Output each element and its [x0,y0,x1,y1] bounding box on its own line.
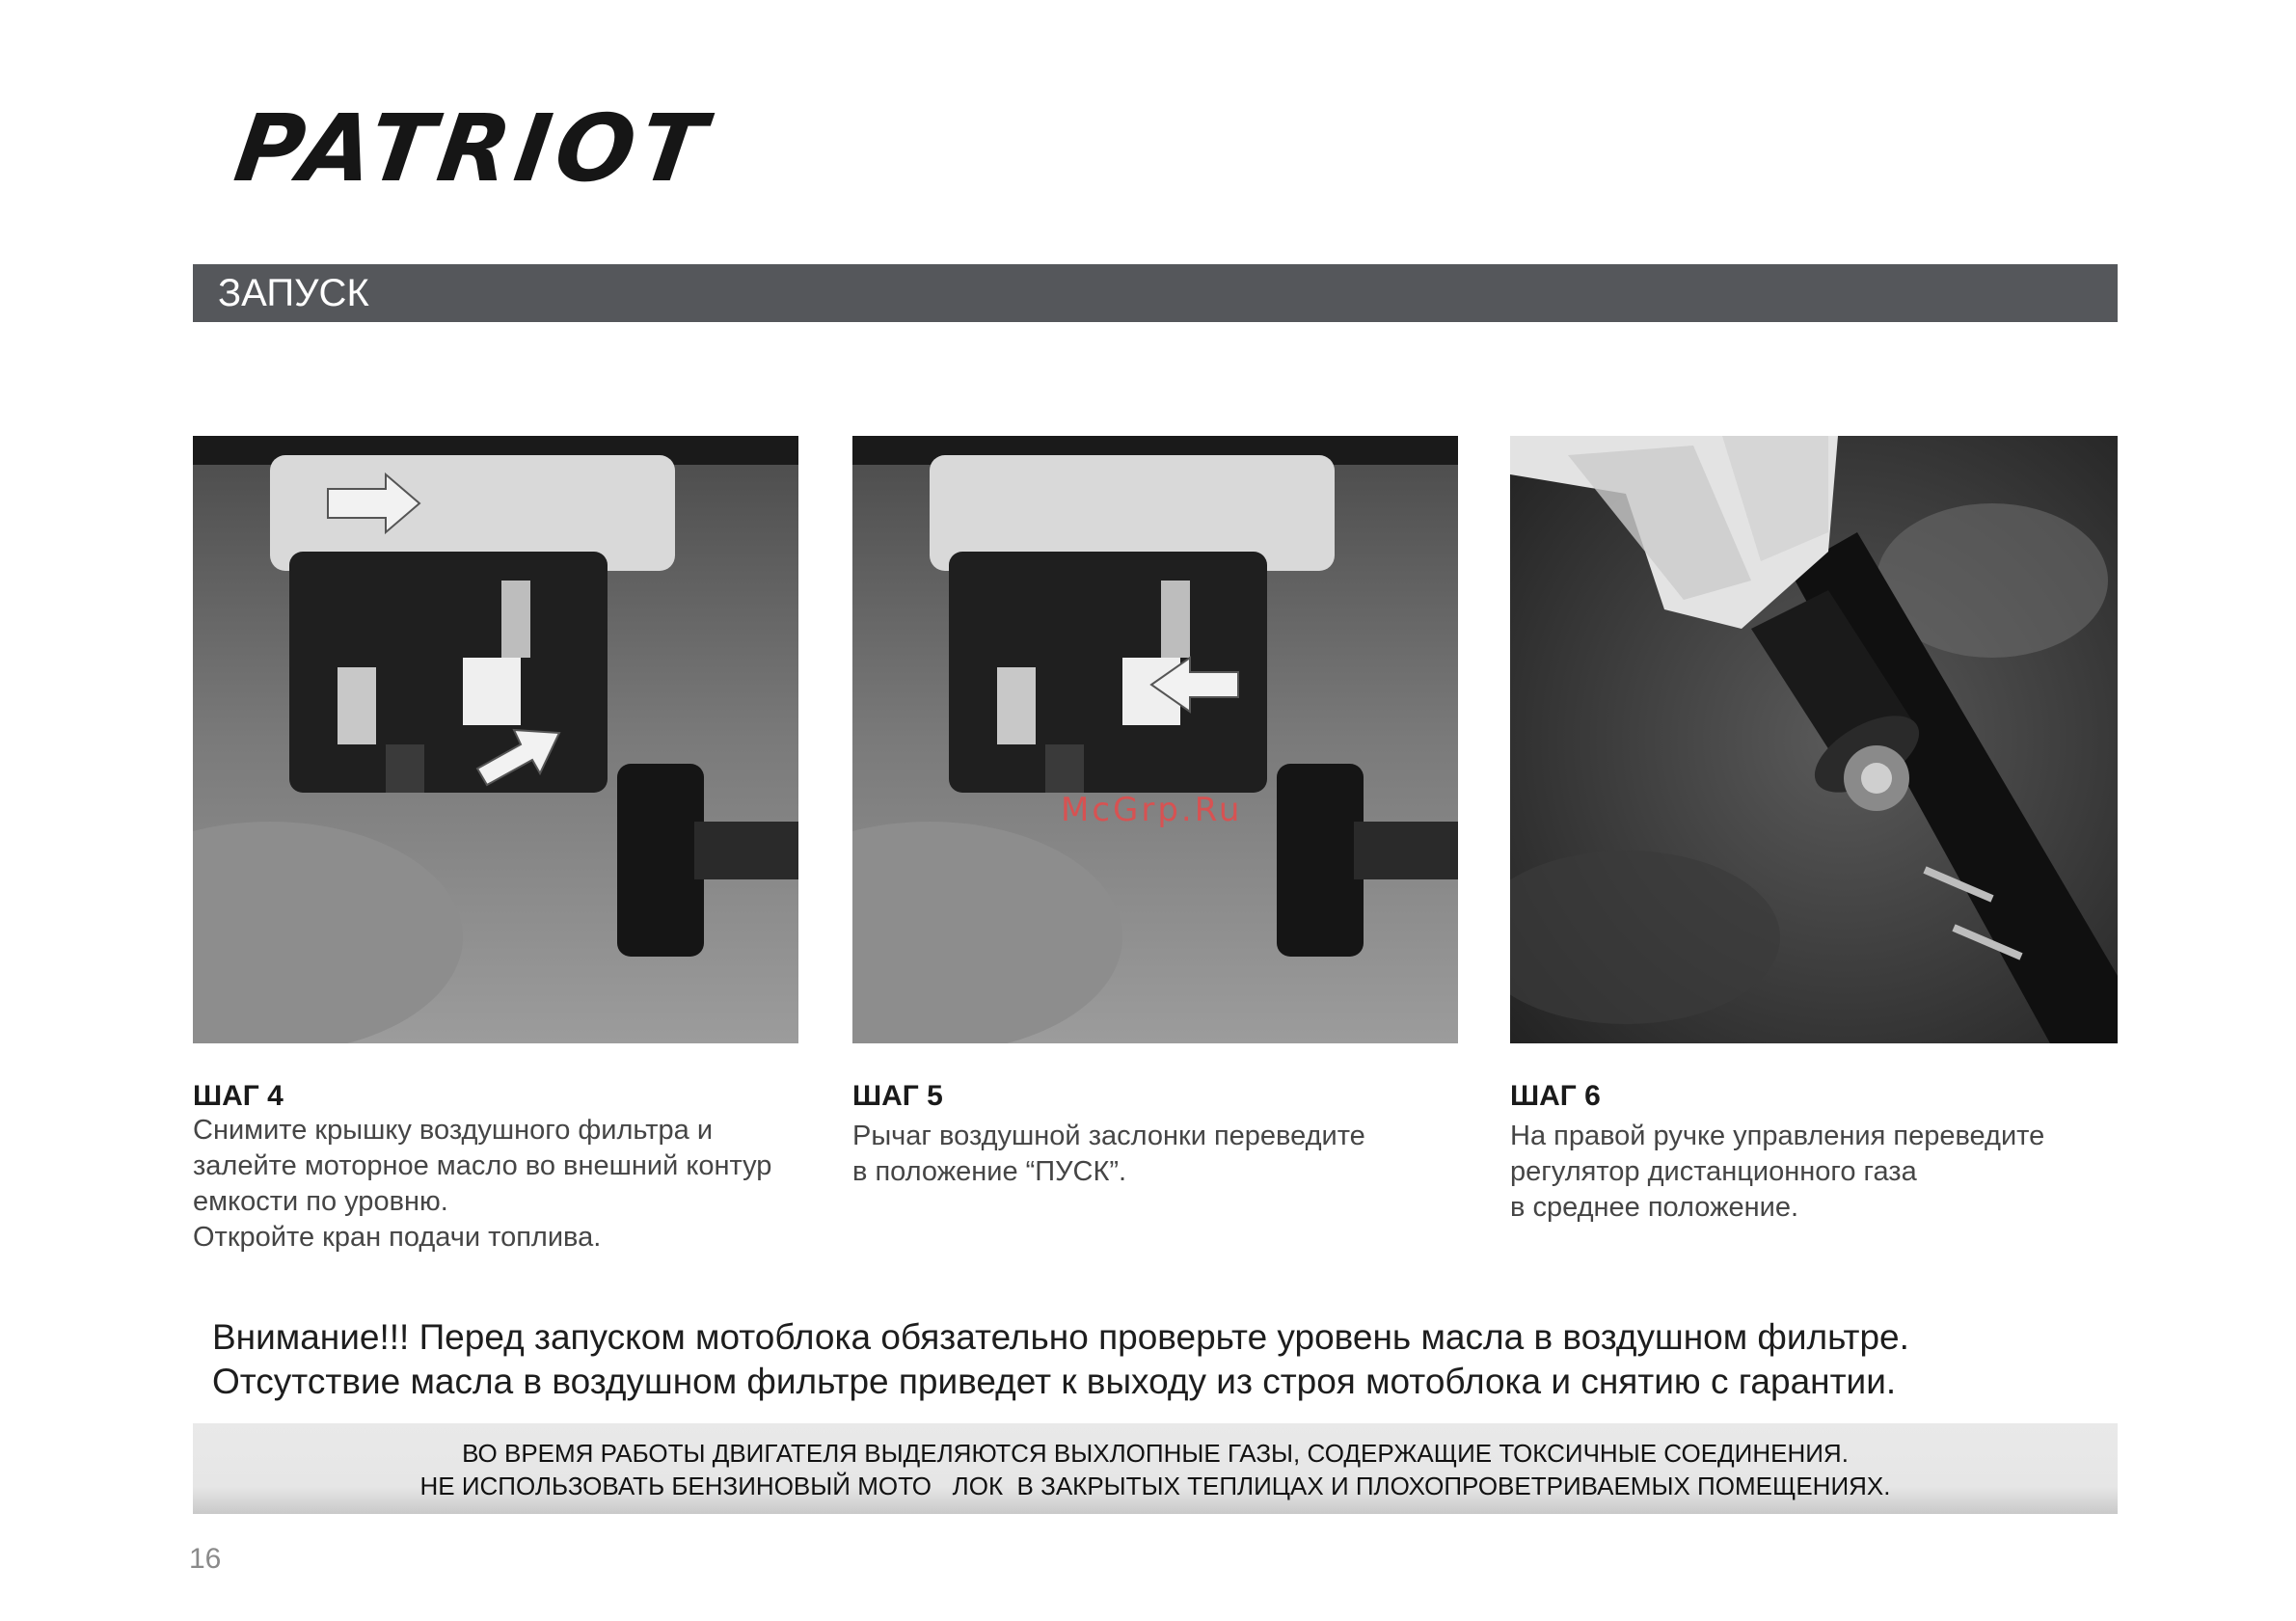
step-4-caption [193,1080,829,1256]
step-title: ШАГ 6 [1510,1080,1601,1112]
engine-carburetor-image [193,436,798,1043]
warning-line: Отсутствие масла в воздушном фильтре приведет к выходу из строя мотоблока и снятию с гарантии. [212,1362,1897,1401]
step-title: ШАГ 5 [852,1080,943,1112]
step-6-caption [1510,1080,2118,1226]
step-5-caption [852,1080,1489,1190]
caution-line: ВО ВРЕМЯ РАБОТЫ ДВИГАТЕЛЯ ВЫДЕЛЯЮТСЯ ВЫХЛОПНЫЕ ГАЗЫ, СОДЕРЖАЩИЕ ТОКСИЧНЫЕ СОЕДИНЕНИЯ. [462,1439,1849,1468]
photo-step-6 [1510,436,2118,1043]
handle-throttle-image [1510,436,2118,1043]
warning-line: Внимание!!! Перед запуском мотоблока обязательно проверьте уровень масла в воздушном фильтре. [212,1317,1909,1357]
caution-banner [193,1423,2118,1514]
engine-choke-lever-image [852,436,1458,1043]
page-number: 16 [189,1543,222,1575]
brand-logo: PATRIOT [229,95,717,203]
step-text: На правой ручке управления переведите регулятор дистанционного газа в среднее положение. [1510,1121,2045,1223]
section-title: ЗАПУСК [218,272,369,314]
section-header [193,264,2118,322]
warning-notice [212,1315,2102,1404]
step-title: ШАГ 4 [193,1080,284,1112]
step-text: Снимите крышку воздушного фильтра и залейте моторное масло во внешний контур емкости по уровню. Откройте кран подачи топлива. [193,1115,772,1253]
caution-line: НЕ ИСПОЛЬЗОВАТЬ БЕНЗИНОВЫЙ МОТО ЛОК В ЗАКРЫТЫХ ТЕПЛИЦАХ И ПЛОХОПРОВЕТРИВАЕМЫХ ПОМЕЩЕНИЯХ. [419,1472,1891,1500]
step-text: Рычаг воздушной заслонки переведите в положение “ПУСК”. [852,1121,1365,1187]
watermark: McGrp.Ru [1061,791,1243,829]
photo-step-5 [852,436,1458,1043]
photo-step-4 [193,436,798,1043]
